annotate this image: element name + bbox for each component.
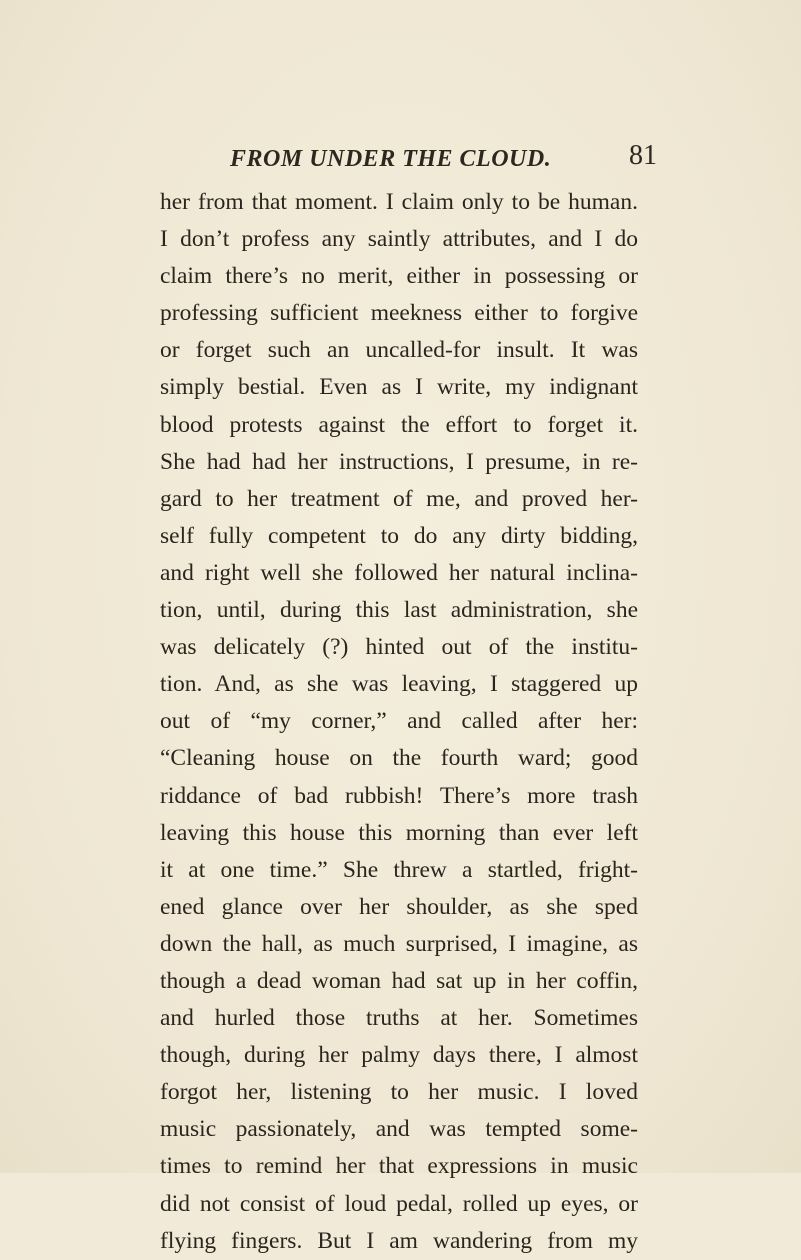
text-line: She had had her instructions, I presume, in re-: [160, 448, 638, 475]
text-line: “Cleaning house on the fourth ward; good: [160, 745, 638, 772]
text-line: simply bestial. Even as I write, my indignant: [160, 374, 638, 401]
text-line: blood protests against the effort to forget it.: [160, 411, 638, 438]
text-line: times to remind her that expressions in music: [160, 1153, 638, 1180]
text-line: her from that moment. I claim only to be human.: [160, 189, 638, 215]
text-line: and hurled those truths at her. Sometimes: [160, 1005, 638, 1032]
text-line: riddance of bad rubbish! There’s more trash: [160, 782, 638, 809]
text-line: down the hall, as much surprised, I imagine, as: [160, 930, 638, 957]
text-line: music passionately, and was tempted some-: [160, 1116, 638, 1143]
text-line: tion. And, as she was leaving, I staggered up: [160, 671, 638, 698]
text-line: leaving this house this morning than ever left: [160, 819, 638, 846]
body-text: [160, 184, 638, 1260]
text-line: forgot her, listening to her music. I loved: [160, 1079, 638, 1106]
text-line: flying fingers. But I am wandering from my: [160, 1227, 638, 1254]
text-line: tion, until, during this last administration, she: [160, 597, 638, 624]
text-line: was delicately (?) hinted out of the institu-: [160, 634, 638, 661]
text-line: self fully competent to do any dirty bidding,: [160, 522, 638, 549]
text-line: though, during her palmy days there, I almost: [160, 1042, 638, 1069]
text-line: claim there’s no merit, either in possessing or: [160, 263, 638, 290]
text-line: ened glance over her shoulder, as she sped: [160, 893, 638, 920]
text-line: I don’t profess any saintly attributes, and I do: [160, 226, 638, 253]
text-line: though a dead woman had sat up in her coffin,: [160, 967, 638, 994]
text-line: or forget such an uncalled-for insult. It was: [160, 337, 638, 364]
text-line: it at one time.” She threw a startled, fright-: [160, 856, 638, 883]
text-line: out of “my corner,” and called after her:: [160, 708, 638, 735]
text-line: and right well she followed her natural inclina-: [160, 559, 638, 586]
running-head-title: FROM UNDER THE CLOUD.: [230, 146, 552, 172]
text-line: did not consist of loud pedal, rolled up eyes, or: [160, 1190, 638, 1217]
text-line: professing sufficient meekness either to forgive: [160, 300, 638, 327]
text-line: gard to her treatment of me, and proved her-: [160, 485, 638, 512]
page-number: 81: [629, 140, 657, 171]
